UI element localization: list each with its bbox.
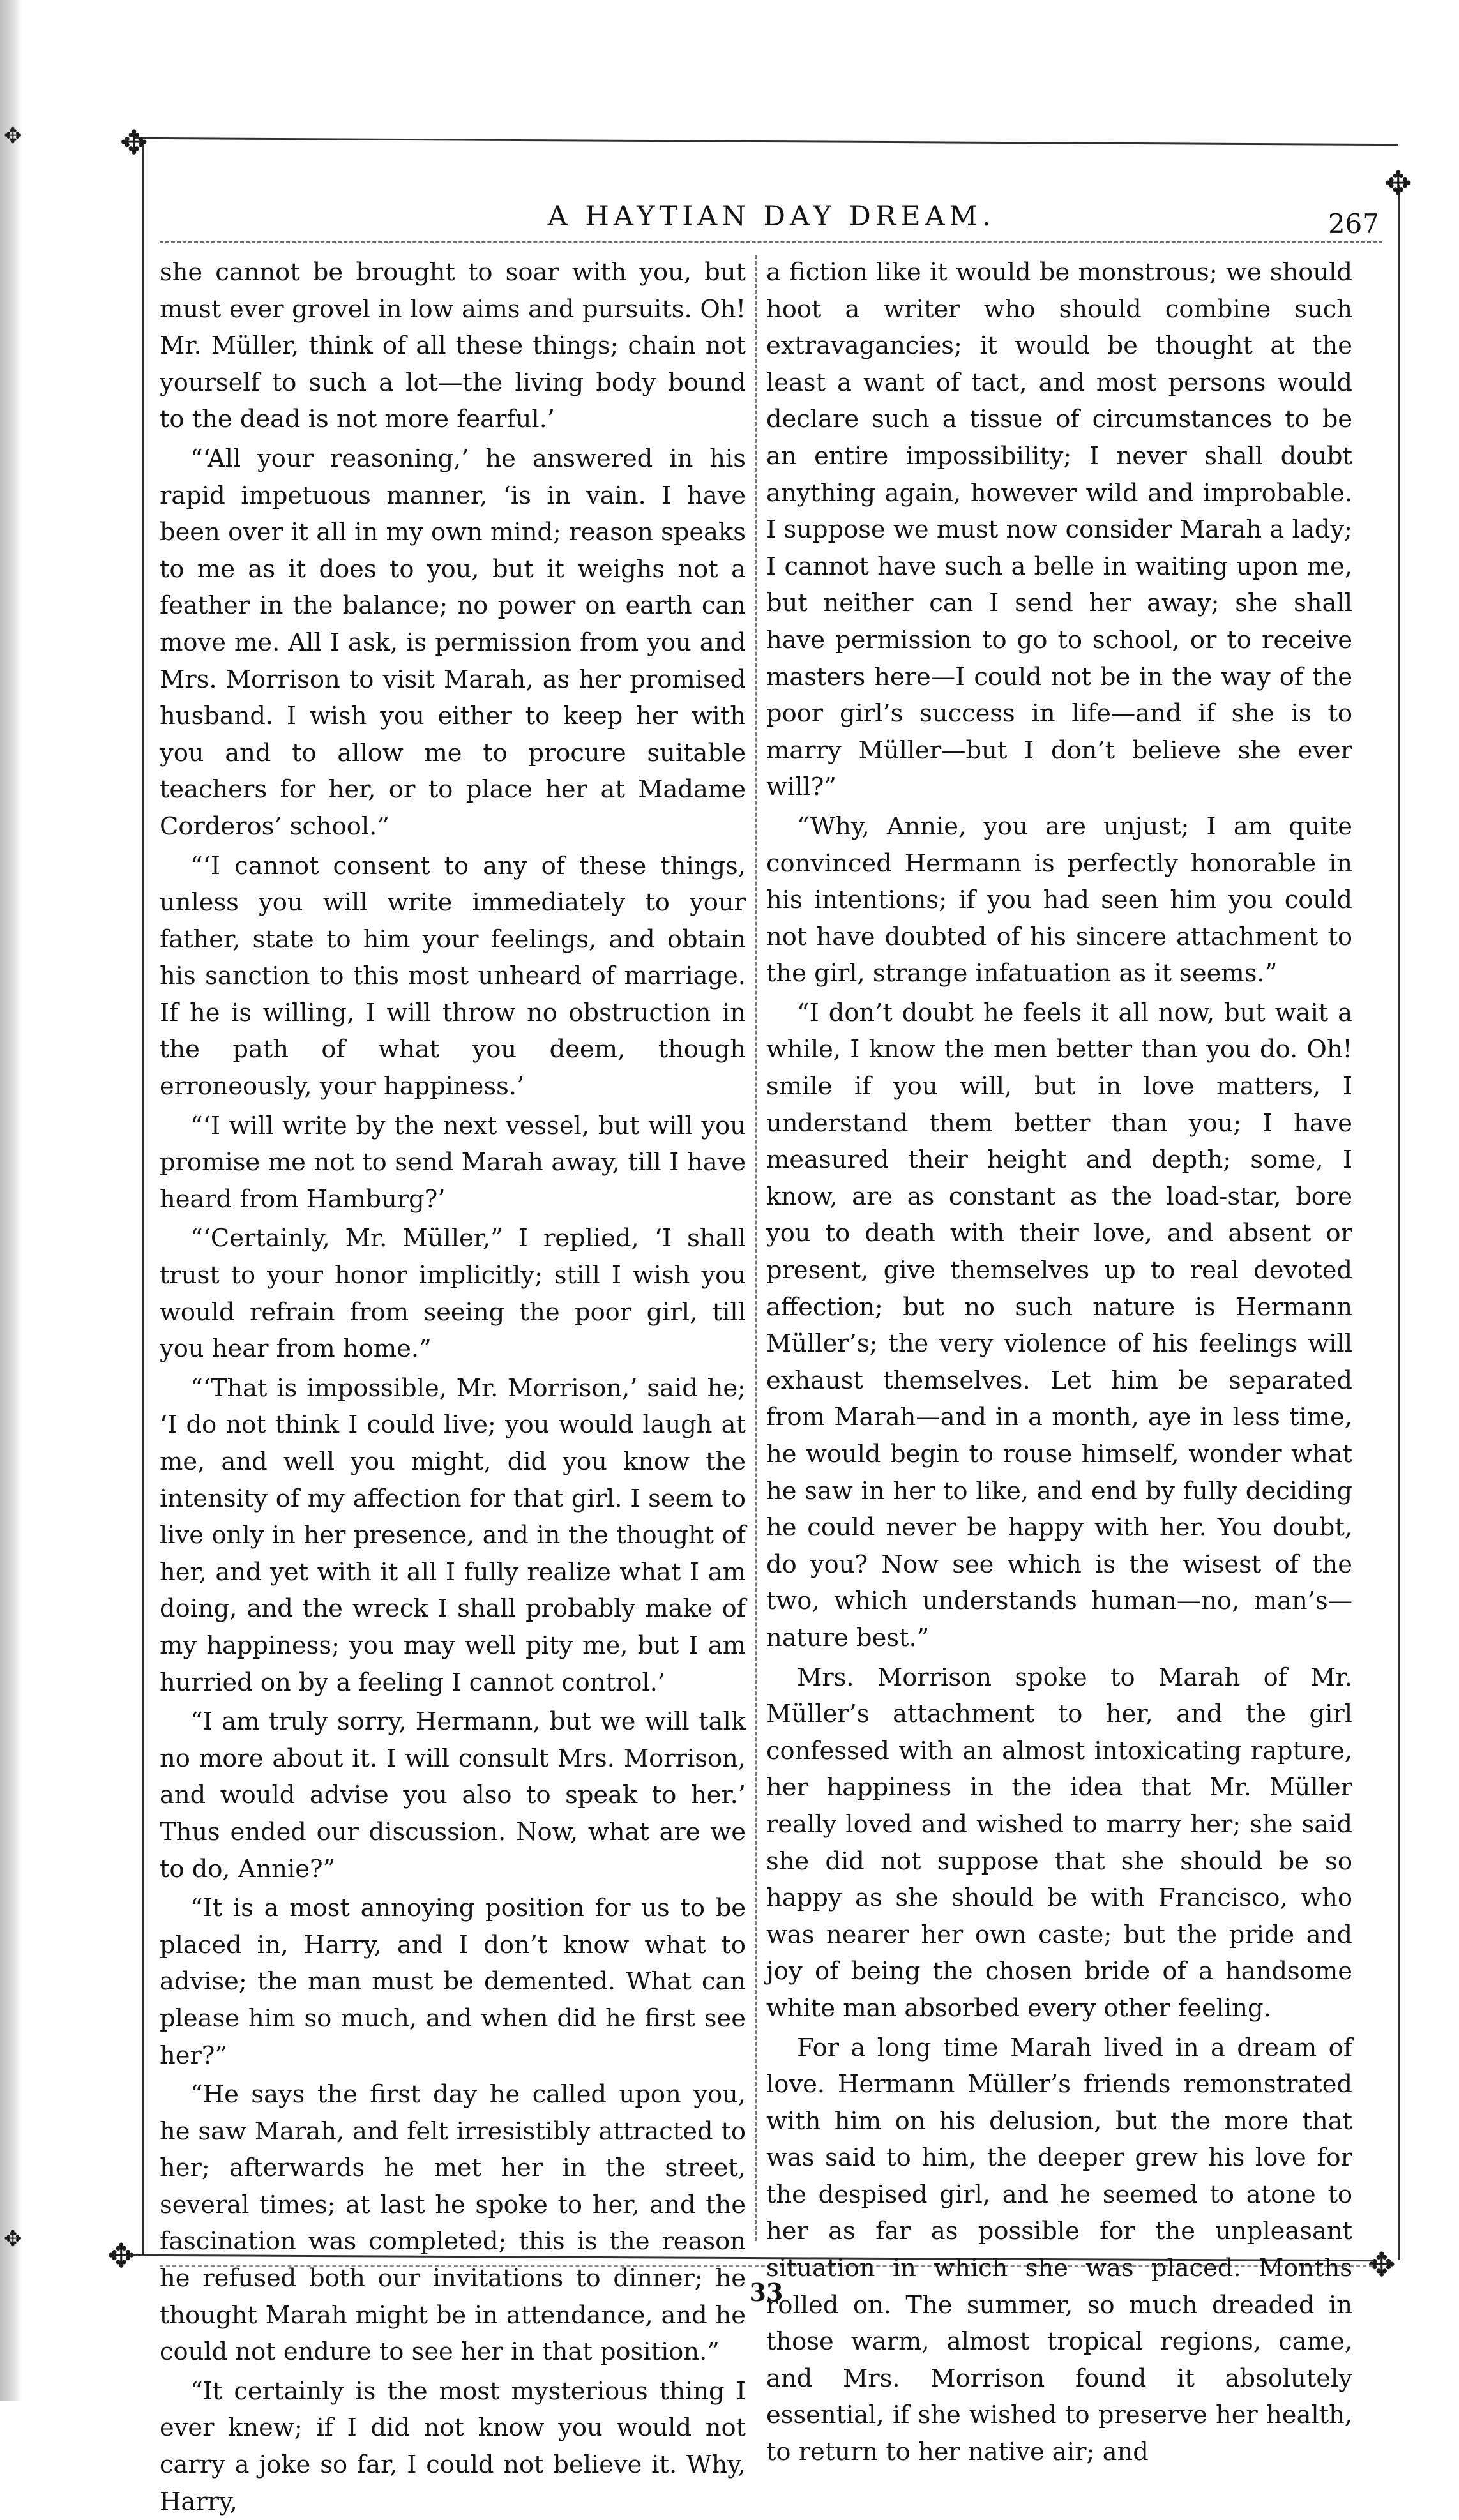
- paragraph: “It certainly is the most mysterious thing I ever knew; if I did not know you would not carry a joke so far, I could not believe it. Why, Harry,: [160, 2376, 746, 2516]
- margin-ornament-icon: ✥: [4, 2226, 22, 2252]
- paragraph: “‘That is impossible, Mr. Morrison,’ said he; ‘I do not think I could live; you would laugh at me, and well you might, did you know the intensity of my affection for that girl. I seem to live only in her presence, and in the thought of her, and yet with it all I fully realize what I am doing, and the wreck I shall probably make of my happiness; you may well pity me, but I am hurried on by a feeling I cannot control.’: [160, 1373, 746, 1697]
- frame-border-top: [134, 137, 1398, 146]
- running-title: A HAYTIAN DAY DREAM.: [547, 200, 995, 232]
- paragraph: “‘Certainly, Mr. Müller,” I replied, ‘I shall trust to your honor implicitly; still I wish you would refrain from seeing the poor girl, till you hear from home.”: [160, 1224, 746, 1364]
- paragraph: “I am truly sorry, Hermann, but we will talk no more about it. I will consult Mrs. Morrison, and would advise you also to speak to her.’ Thus ended our discussion. Now, what are we to do, Annie?”: [160, 1707, 746, 1883]
- paragraph: “‘I cannot consent to any of these things, unless you will write immediately to your father, state to him your feelings, and obtain his sanction to this most unheard of marriage. If he is willing, I will throw no obstruction in the path of what you deem, though erroneously, your happiness.’: [160, 851, 746, 1101]
- frame-border-right: [1398, 185, 1400, 2260]
- paragraph: “I don’t doubt he feels it all now, but wait a while, I know the men better than you do. Oh! smile if you will, but in love matters, I understand them better than you; I have measured their height and depth; some, I know, are as constant as the load-star, bore you to death with their love, and absent or present, give themselves up to real devoted affection; but no such nature is Hermann Müller’s; the very violence of his feelings will exhaust themselves. Let him be separated from Marah—and in a month, aye in less time, he would begin to rouse himself, wonder what he saw in her to like, and end by fully deciding he could never be happy with her. You doubt, do you? Now see which is the wisest of the two, which understands human—no, man’s—nature best.”: [766, 998, 1352, 1652]
- paragraph: “‘All your reasoning,’ he answered in his rapid impetuous manner, ‘is in vain. I have been over it all in my own mind; reason speaks to me as it does to you, but it weighs not a feather in the balance; no power on earth can move me. All I ask, is permission from you and Mrs. Morrison to visit Marah, as her promised husband. I wish you either to keep her with you and to allow me to procure suitable teachers for her, or to place her at Madame Corderos’ school.”: [160, 444, 746, 841]
- corner-ornament-icon: ✥: [1368, 2246, 1396, 2284]
- paragraph: a fiction like it would be monstrous; we should hoot a writer who should combine such extravagancies; it would be thought at the least a want of tact, and most persons would declare such a tissue of circumstances to be an entire impossibility; I never shall doubt anything again, however wild and improbable. I suppose we must now consider Marah a lady; I cannot have such a belle in waiting upon me, but neither can I send her away; she shall have permission to go to school, or to receive masters here—I could not be in the way of the poor girl’s success in life—and if she is to marry Müller—but I don’t believe she ever will?”: [766, 258, 1352, 802]
- page-number: 267: [1327, 208, 1379, 239]
- paragraph: “Why, Annie, you are unjust; I am quite convinced Hermann is perfectly honorable in his intentions; if you had seen him you could not have doubted of his sincere attachment to the girl, strange infatuation as it seems.”: [766, 811, 1352, 988]
- book-spine-shadow: [0, 0, 22, 2401]
- frame-border-left: [142, 142, 144, 2255]
- margin-ornament-icon: ✥: [4, 123, 22, 149]
- column-divider: [755, 255, 757, 2241]
- paragraph: “‘I will write by the next vessel, but will you promise me not to send Marah away, till I have heard from Hamburg?’: [160, 1111, 746, 1214]
- paragraph: For a long time Marah lived in a dream of love. Hermann Müller’s friends remonstrated with him on his delusion, but the more that was said to him, the deeper grew his love for the despised girl, and he seemed to atone to her as far as possible for the unpleasant situation in which she was placed. Months rolled on. The summer, so much dreaded in those warm, almost tropical regions, came, and Mrs. Morrison found it absolutely essential, if she wished to preserve her health, to return to her native air; and: [766, 2033, 1352, 2467]
- paragraph: Mrs. Morrison spoke to Marah of Mr. Müller’s attachment to her, and the girl confessed with an almost intoxicating rapture, her happiness in the idea that Mr. Müller really loved and wished to marry her; she said she did not suppose that she should be so happy as she should be with Francisco, who was nearer her own caste; but the pride and joy of being the chosen bride of a handsome white man absorbed every other feeling.: [766, 1663, 1352, 2023]
- paragraph: “It is a most annoying position for us to be placed in, Harry, and I don’t know what to advise; the man must be demented. What can please him so much, and when did he first see her?”: [160, 1894, 746, 2070]
- corner-ornament-icon: ✥: [120, 124, 148, 162]
- corner-ornament-icon: ✥: [107, 2237, 135, 2275]
- corner-ornament-icon: ✥: [1384, 165, 1412, 203]
- paragraph: “He says the first day he called upon you, he saw Marah, and felt irresistibly attracted to her; afterwards he met her in the street, several times; at last he spoke to her, and the fascination was completed; this is the reason he refused both our invitations to dinner; he thought Marah might be in attendance, and he could not endure to see her in that position.”: [160, 2080, 746, 2367]
- signature-mark: 33: [749, 2278, 783, 2307]
- header-rule: [160, 241, 1382, 243]
- left-column: [160, 254, 746, 2516]
- paragraph: she cannot be brought to soar with you, but must ever grovel in low aims and pursuits. Oh! Mr. Müller, think of all these things; chain not yourself to such a lot—the living body bound to the dead is not more fearful.’: [160, 258, 746, 434]
